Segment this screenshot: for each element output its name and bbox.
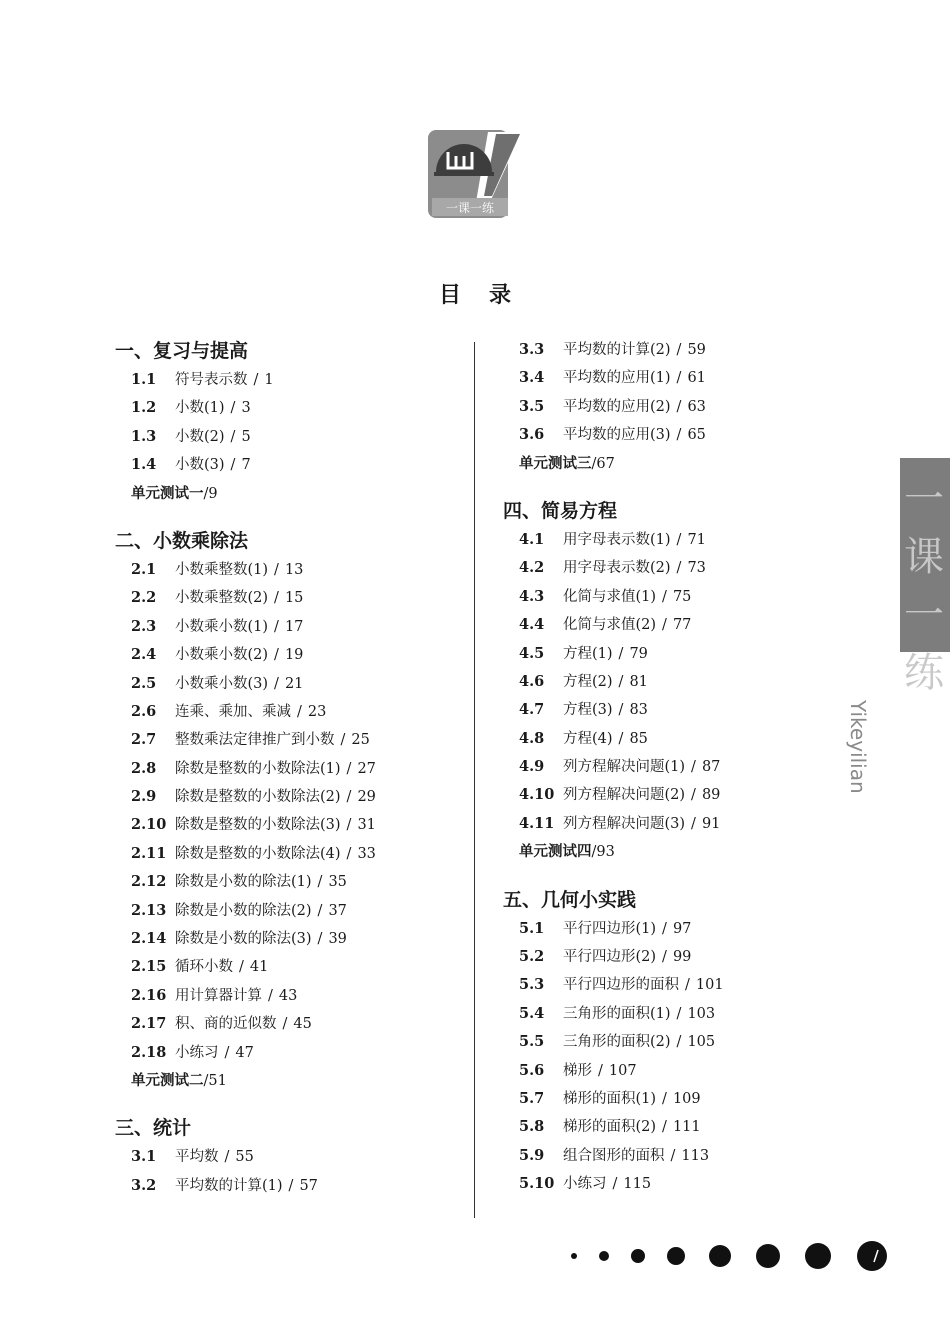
unit-test-label: 单元测试三	[519, 454, 592, 472]
entry-page: 23	[307, 703, 327, 720]
chapter	[503, 496, 863, 867]
entry-number: 2.8	[131, 759, 157, 777]
entry-number: 2.11	[131, 844, 167, 862]
page-separator: /	[340, 732, 346, 749]
toc-entry[interactable]	[503, 554, 863, 582]
entry-page: 79	[629, 645, 648, 662]
entry-page: 71	[687, 531, 706, 548]
entry-page: 109	[672, 1090, 701, 1107]
entry-page: 21	[284, 675, 304, 692]
entry-number: 2.9	[131, 788, 157, 806]
entry-page: 35	[328, 874, 347, 891]
entry-title: 积、商的近似数	[175, 1016, 277, 1033]
entry-title: 化简与求值(1)	[563, 588, 657, 605]
side-tab-latin: Yikeyilian	[846, 700, 870, 794]
toc-entry[interactable]	[503, 1170, 863, 1198]
entry-title: 列方程解决问题(2)	[563, 787, 686, 804]
page-separator: /	[691, 815, 696, 832]
entry-title: 用字母表示数(1)	[563, 531, 671, 548]
entry-page: 97	[672, 920, 692, 937]
entry-title: 符号表示数	[175, 372, 248, 388]
toc-entry[interactable]	[115, 1039, 465, 1067]
entry-number: 2.6	[131, 702, 157, 720]
entry-page: 7	[241, 457, 251, 474]
entry-number: 2.5	[131, 674, 157, 692]
entry-number: 5.8	[519, 1118, 545, 1136]
page-separator: /	[612, 1176, 618, 1193]
entry-title: 用计算器计算	[175, 987, 262, 1004]
page-separator: /	[282, 1016, 288, 1033]
toc-entry[interactable]	[115, 897, 465, 925]
entry-title: 平均数的计算(1)	[175, 1177, 283, 1194]
toc-entry[interactable]	[115, 698, 465, 726]
page-separator: /	[253, 372, 259, 388]
page-separator: /	[598, 1062, 603, 1079]
entry-number: 2.18	[131, 1043, 167, 1061]
entry-page: 27	[357, 760, 376, 777]
entry-page: 13	[284, 561, 304, 578]
toc-entry[interactable]	[503, 1028, 863, 1056]
entry-page: 115	[623, 1176, 652, 1193]
toc-entry[interactable]	[115, 394, 465, 422]
page-separator: /	[676, 1034, 682, 1051]
toc-entry[interactable]	[115, 1143, 465, 1171]
toc-entry[interactable]	[503, 526, 863, 554]
page-separator: /	[676, 531, 682, 548]
entry-number: 4.10	[519, 786, 555, 804]
unit-test-page: 67	[596, 455, 615, 472]
entry-number: 3.3	[519, 341, 545, 358]
entry-page: 41	[249, 959, 269, 976]
entry-title: 方程(2)	[563, 673, 613, 690]
entry-number: 2.14	[131, 930, 167, 948]
entry-title: 除数是整数的小数除法(3)	[175, 817, 341, 834]
entry-page: 87	[701, 759, 721, 776]
toc-entry[interactable]	[115, 556, 465, 584]
page-separator: /	[676, 398, 682, 415]
page-separator: /	[618, 730, 624, 747]
entry-title: 除数是整数的小数除法(2)	[175, 789, 341, 806]
toc-entry[interactable]	[503, 393, 863, 421]
toc-entry[interactable]	[115, 451, 465, 479]
entry-number: 5.2	[519, 948, 545, 966]
page-separator: /	[239, 959, 244, 976]
toc-entry[interactable]	[115, 726, 465, 754]
entry-page: 81	[629, 673, 648, 690]
page-separator: /	[676, 342, 682, 358]
entry-page: 63	[687, 398, 706, 415]
toc-entry[interactable]	[503, 1113, 863, 1141]
entry-title: 小数乘小数(3)	[175, 675, 269, 692]
page-separator: /	[676, 427, 682, 444]
entry-number: 4.7	[519, 701, 545, 719]
toc-entry[interactable]	[503, 943, 863, 971]
page-title: 目录	[438, 283, 539, 308]
entry-page: 57	[299, 1177, 318, 1194]
entry-title: 平均数的应用(2)	[563, 398, 671, 415]
entry-page: 91	[701, 815, 721, 832]
logo-caption: 一课一练	[445, 201, 495, 215]
toc-entry[interactable]	[115, 925, 465, 953]
page-separator: /	[685, 977, 690, 994]
entry-number: 2.16	[131, 986, 167, 1004]
entry-page: 43	[278, 987, 298, 1004]
entry-page: 83	[629, 702, 648, 719]
entry-number: 3.6	[519, 426, 545, 444]
entry-page: 65	[687, 427, 706, 444]
unit-test-label: 单元测试二	[131, 1071, 204, 1089]
entry-number: 4.6	[519, 672, 545, 690]
toc-entry[interactable]	[503, 971, 863, 999]
page-separator: /	[230, 457, 236, 474]
page-separator: /	[662, 949, 667, 966]
entry-page: 15	[284, 590, 304, 607]
side-tab-title: 一课一练	[904, 476, 944, 696]
entry-title: 小数乘小数(2)	[175, 647, 269, 664]
entry-page: 111	[672, 1119, 701, 1136]
toc-entry[interactable]	[503, 421, 863, 449]
entry-number: 3.1	[131, 1148, 157, 1166]
toc-entry[interactable]	[115, 584, 465, 612]
entry-number: 5.10	[519, 1175, 555, 1193]
unit-test-page: 51	[208, 1072, 227, 1089]
entry-page: 99	[672, 949, 692, 966]
entry-page: 85	[629, 730, 648, 747]
entry-page: 59	[687, 342, 706, 358]
entry-title: 三角形的面积(2)	[563, 1034, 671, 1051]
unit-test-page: 9	[208, 485, 218, 502]
entry-page: 31	[357, 817, 376, 834]
page-separator: /	[591, 455, 597, 472]
page-separator: /	[288, 1177, 294, 1194]
entry-number: 2.15	[131, 958, 167, 976]
toc-entry[interactable]	[503, 725, 863, 753]
entry-title: 平均数	[175, 1149, 219, 1166]
entry-title: 整数乘法定律推广到小数	[175, 732, 335, 749]
entry-page: 17	[284, 618, 304, 635]
entry-title: 除数是小数的除法(3)	[175, 931, 312, 948]
toc-entry[interactable]	[115, 366, 465, 394]
entry-title: 连乘、乘加、乘减	[175, 703, 291, 720]
entry-title: 除数是整数的小数除法(4)	[175, 845, 341, 862]
toc-entry[interactable]	[503, 583, 863, 611]
chapter-title: 二、小数乘除法	[115, 529, 249, 552]
entry-title: 除数是小数的除法(2)	[175, 902, 312, 919]
page-separator: /	[224, 1149, 230, 1166]
entry-number: 5.6	[519, 1061, 545, 1079]
unit-test-entry[interactable]	[115, 1067, 465, 1095]
toc-entry[interactable]	[115, 641, 465, 669]
page-separator: /	[274, 675, 279, 692]
toc-column-left	[115, 336, 465, 1200]
chapter-title: 五、几何小实践	[503, 888, 637, 911]
entry-number: 3.5	[519, 397, 545, 415]
entry-title: 小数乘整数(1)	[175, 561, 269, 578]
page-separator: /	[670, 1147, 676, 1164]
entry-number: 3.4	[519, 369, 545, 387]
entry-title: 梯形的面积(2)	[563, 1119, 657, 1136]
page-separator: /	[676, 370, 682, 387]
toc-entry[interactable]	[115, 755, 465, 783]
entry-title: 平行四边形(1)	[563, 920, 657, 937]
entry-number: 4.9	[519, 758, 545, 776]
toc-entry[interactable]	[503, 1142, 863, 1170]
entry-title: 小数乘整数(2)	[175, 590, 269, 607]
toc-entry[interactable]	[503, 611, 863, 639]
entry-number: 2.2	[131, 589, 157, 607]
entry-page: 3	[241, 400, 251, 417]
page-separator: /	[618, 645, 624, 662]
toc-entry[interactable]	[503, 364, 863, 392]
entry-title: 梯形	[563, 1062, 592, 1079]
page-separator: /	[346, 817, 352, 834]
entry-number: 2.7	[131, 731, 157, 749]
toc-entry[interactable]	[503, 668, 863, 696]
page-separator: /	[662, 1119, 667, 1136]
toc-column-right	[503, 336, 863, 1199]
page-separator: /	[346, 789, 352, 806]
entry-title: 小数(2)	[175, 428, 225, 445]
chapter-title: 四、简易方程	[503, 499, 618, 522]
entry-number: 1.4	[131, 456, 157, 474]
page-separator: /	[662, 1090, 667, 1107]
toc-entry[interactable]	[503, 810, 863, 838]
entry-number: 1.1	[131, 371, 157, 388]
unit-test-label: 单元测试四	[519, 843, 592, 861]
entry-page: 45	[293, 1016, 312, 1033]
toc-entry[interactable]	[115, 868, 465, 896]
page-separator: /	[676, 1005, 682, 1022]
entry-title: 除数是小数的除法(1)	[175, 874, 312, 891]
unit-test-entry[interactable]	[503, 838, 863, 866]
toc-entry[interactable]	[115, 840, 465, 868]
unit-test-label: 单元测试一	[131, 484, 204, 502]
page-separator: /	[230, 400, 236, 417]
page-separator: /	[274, 647, 279, 664]
page-separator: /	[676, 560, 682, 577]
page-separator: /	[268, 987, 273, 1004]
entry-page: 47	[235, 1044, 254, 1061]
toc-entry[interactable]	[115, 982, 465, 1010]
entry-number: 2.1	[131, 560, 157, 578]
toc-entry[interactable]	[503, 781, 863, 809]
toc-entry[interactable]	[115, 670, 465, 698]
page-separator: /	[203, 485, 209, 502]
entry-page: 33	[357, 845, 376, 862]
toc-entry[interactable]	[503, 1085, 863, 1113]
page-separator: /	[662, 588, 667, 605]
entry-number: 4.5	[519, 644, 545, 662]
entry-page: 5	[241, 428, 251, 445]
entry-page: 103	[687, 1005, 716, 1022]
entry-title: 平行四边形(2)	[563, 949, 657, 966]
entry-page: 29	[357, 789, 376, 806]
entry-title: 平均数的应用(3)	[563, 427, 671, 444]
entry-page: 105	[687, 1034, 716, 1051]
entry-page: 73	[687, 560, 706, 577]
page-separator: /	[203, 1072, 209, 1089]
entry-number: 2.13	[131, 901, 167, 919]
toc-entry[interactable]	[115, 811, 465, 839]
entry-page: 39	[328, 931, 347, 948]
entry-page: 1	[264, 372, 274, 388]
entry-page: 89	[701, 787, 721, 804]
toc-entry[interactable]	[115, 423, 465, 451]
page-separator: /	[274, 618, 279, 635]
entry-number: 2.10	[131, 816, 167, 834]
entry-title: 梯形的面积(1)	[563, 1090, 657, 1107]
entry-number: 1.2	[131, 399, 157, 417]
toc-entry[interactable]	[115, 1172, 465, 1200]
entry-page: 19	[284, 647, 304, 664]
page-separator: /	[274, 590, 279, 607]
entry-page: 113	[681, 1147, 710, 1164]
chapter-title: 三、统计	[115, 1117, 192, 1140]
entry-number: 4.4	[519, 616, 545, 634]
page-separator: /	[618, 673, 624, 690]
entry-number: 1.3	[131, 427, 157, 445]
entry-title: 除数是整数的小数除法(1)	[175, 760, 341, 777]
page-separator: /	[662, 920, 667, 937]
page-separator: /	[346, 760, 352, 777]
toc-entry[interactable]	[503, 640, 863, 668]
entry-number: 4.8	[519, 729, 545, 747]
entry-title: 组合图形的面积	[563, 1147, 665, 1164]
entry-page: 61	[687, 370, 706, 387]
toc-entry[interactable]	[115, 613, 465, 641]
toc-entry[interactable]	[115, 953, 465, 981]
entry-title: 平均数的计算(2)	[563, 342, 671, 358]
page-separator: /	[317, 931, 323, 948]
entry-page: 107	[608, 1062, 637, 1079]
toc-entry[interactable]	[503, 336, 863, 364]
entry-page: 77	[672, 617, 692, 634]
entry-number: 5.9	[519, 1146, 545, 1164]
entry-page: 55	[235, 1149, 254, 1166]
unit-test-entry[interactable]	[115, 480, 465, 508]
entry-title: 方程(3)	[563, 702, 613, 719]
entry-number: 4.1	[519, 530, 545, 548]
entry-page: 37	[328, 902, 347, 919]
toc-entry[interactable]	[115, 1010, 465, 1038]
entry-page: 101	[695, 977, 724, 994]
toc-entry[interactable]	[503, 696, 863, 724]
entry-title: 方程(4)	[563, 730, 613, 747]
chapter	[115, 526, 465, 1095]
page-separator: /	[591, 844, 597, 861]
page-separator: /	[618, 702, 624, 719]
toc-entry[interactable]	[503, 753, 863, 781]
chapter	[115, 1113, 465, 1200]
entry-number: 5.5	[519, 1033, 545, 1051]
entry-title: 三角形的面积(1)	[563, 1005, 671, 1022]
entry-number: 2.3	[131, 617, 157, 635]
entry-title: 小练习	[563, 1176, 607, 1193]
toc-entry[interactable]	[115, 783, 465, 811]
entry-number: 4.2	[519, 559, 545, 577]
column-divider	[474, 342, 475, 1218]
toc-entry[interactable]	[503, 1000, 863, 1028]
entry-page: 25	[351, 732, 370, 749]
page-separator: /	[317, 902, 323, 919]
entry-number: 5.7	[519, 1089, 545, 1107]
entry-page: 75	[672, 588, 692, 605]
entry-number: 4.11	[519, 814, 555, 832]
page-dots-decoration	[560, 1236, 900, 1276]
entry-title: 平均数的应用(1)	[563, 370, 671, 387]
page-separator: /	[662, 617, 667, 634]
page-separator: /	[346, 845, 352, 862]
toc-entry[interactable]	[503, 1057, 863, 1085]
entry-title: 小数乘小数(1)	[175, 618, 269, 635]
entry-title: 化简与求值(2)	[563, 617, 657, 634]
unit-test-page: 93	[596, 844, 615, 861]
page-separator: /	[274, 561, 279, 578]
page-separator: /	[691, 787, 696, 804]
entry-title: 小数(3)	[175, 457, 225, 474]
entry-title: 用字母表示数(2)	[563, 560, 671, 577]
publisher-logo	[426, 128, 524, 222]
page-separator: /	[317, 874, 323, 891]
entry-title: 小数(1)	[175, 400, 225, 417]
page-separator: /	[230, 428, 236, 445]
unit-test-entry[interactable]	[503, 450, 863, 478]
entry-title: 方程(1)	[563, 645, 613, 662]
chapter-title: 一、复习与提高	[115, 340, 249, 362]
page-separator: /	[224, 1044, 230, 1061]
page-separator: /	[691, 759, 696, 776]
entry-number: 3.2	[131, 1176, 157, 1194]
entry-title: 小练习	[175, 1044, 219, 1061]
chapter	[503, 885, 863, 1199]
entry-number: 5.4	[519, 1004, 545, 1022]
entry-number: 5.3	[519, 976, 545, 994]
entry-title: 列方程解决问题(1)	[563, 759, 686, 776]
entry-title: 平行四边形的面积	[563, 977, 679, 994]
entry-title: 循环小数	[175, 959, 233, 976]
entry-number: 5.1	[519, 919, 545, 937]
entry-number: 2.4	[131, 646, 157, 664]
entry-number: 2.12	[131, 873, 167, 891]
chapter	[503, 336, 863, 478]
entry-number: 2.17	[131, 1015, 167, 1033]
entry-number: 4.3	[519, 587, 545, 605]
chapter	[115, 336, 465, 508]
toc-entry[interactable]	[503, 915, 863, 943]
entry-title: 列方程解决问题(3)	[563, 815, 686, 832]
page-separator: /	[297, 703, 302, 720]
